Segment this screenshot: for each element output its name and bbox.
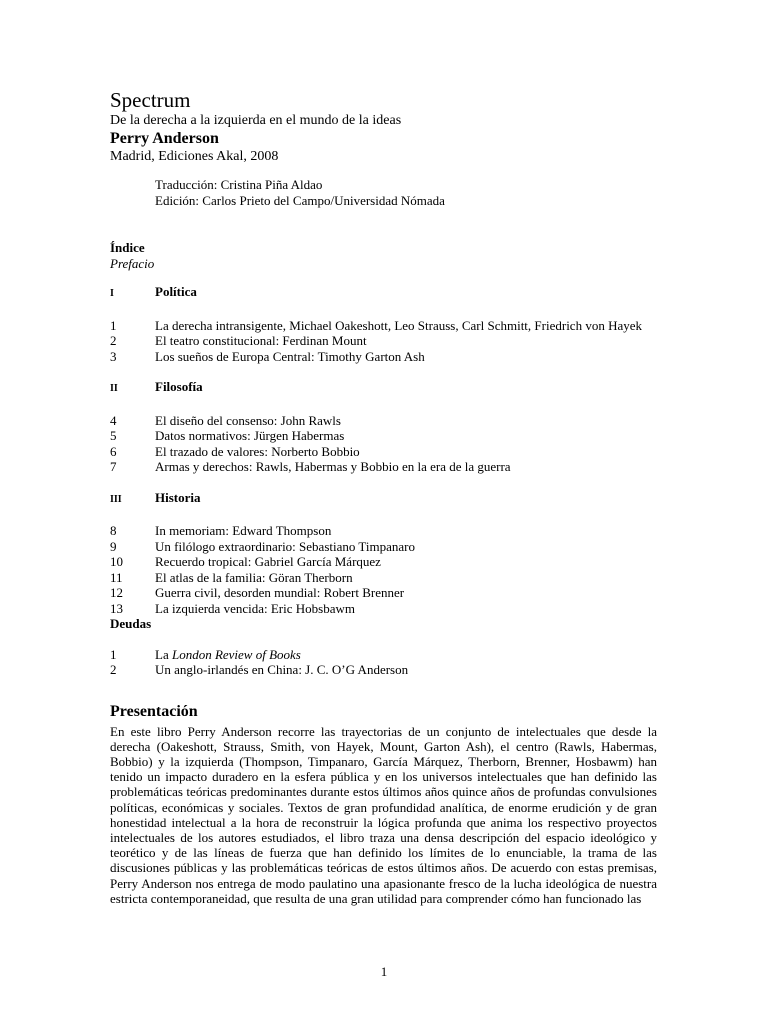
chapter-number: 10: [110, 554, 123, 569]
chapter-title: El trazado de valores: Norberto Bobbio: [155, 443, 360, 459]
chapter-entry: [110, 585, 657, 601]
chapter-title: La derecha intransigente, Michael Oakeshott, Leo Strauss, Carl Schmitt, Friedrich von Hayek: [155, 317, 642, 333]
chapter-title: Datos normativos: Jürgen Habermas: [155, 428, 345, 443]
book-author: Perry Anderson: [110, 130, 219, 147]
part-label: Filosofía: [155, 379, 203, 394]
chapter-title: Los sueños de Europa Central: Timothy Garton Ash: [155, 348, 425, 364]
chapter-number: 13: [110, 600, 123, 616]
chapter-title: Guerra civil, desorden mundial: Robert Brenner: [155, 585, 405, 600]
chapter-entry: [110, 349, 657, 365]
chapter-number: 4: [110, 412, 117, 428]
part-roman: I: [110, 288, 114, 299]
presentation-heading: Presentación: [110, 702, 198, 720]
publication-info: Madrid, Ediciones Akal, 2008: [110, 149, 279, 164]
chapter-number: 2: [110, 333, 117, 348]
page-number: 1: [380, 964, 388, 979]
presentation-body: En este libro Perry Anderson recorre las trayectorias de un conjunto de intelectuales que desde la derecha (Oakeshott, Strauss, Smith, von Hayek, Mount, Garton Ash), el centro (Rawls, Habermas, Bobbio) y la izquierda (Thompson, Timpanaro, García Márquez, Therborn, Brenner, Hosbawm) han tenido un impacto duradero en la esfera pública y en los universos intelectuales que han definido las problemáticas teóricas predominantes durante estos últimos años quince años de profundas convulsiones políticas, económicas y sociales. Textos de gran profundidad analítica, de enorme erudición y de gran honestidad intelectual a la hora de reconstruir la lógica profunda que anima los respectivo proyectos intelectuales de los autores estudiados, el libro traza una densa descripción del espacio ideológico y teorético y de las líneas de fuerza que han definido los límites de lo enunciable, la trama de las discusiones públicas y las problemáticas teóricas de estos últimos años. De acuerdo con estas premisas, Perry Anderson nos entrega de modo paulatino una apasionante fresco de la lucha ideológica de nuestra estricta contemporaneidad, que resulta de una gran utilidad para comprender cómo han funcionado las: [110, 723, 657, 906]
index-title: Índice: [110, 240, 145, 255]
chapter-number: 8: [110, 523, 117, 538]
chapter-entry: [110, 428, 657, 444]
chapter-number: 2: [110, 662, 117, 677]
chapter-entry: [110, 523, 657, 539]
chapter-entry: [110, 662, 657, 678]
chapter-entry: [110, 459, 657, 475]
chapter-number: 9: [110, 538, 117, 554]
part-label: Historia: [155, 489, 201, 505]
chapter-entry: [110, 333, 657, 349]
chapter-entry: [110, 647, 657, 663]
part-heading: [110, 490, 657, 508]
chapter-entry: [110, 554, 657, 570]
chapter-number: 1: [110, 646, 117, 662]
part-label: Política: [155, 284, 197, 299]
chapter-entry: [110, 539, 657, 555]
chapter-entry: [110, 413, 657, 429]
chapter-title: Un filólogo extraordinario: Sebastiano Timpanaro: [155, 538, 415, 554]
part-roman: II: [110, 383, 118, 394]
chapter-title: Recuerdo tropical: Gabriel García Márquez: [155, 554, 381, 569]
chapter-number: 1: [110, 317, 117, 333]
chapter-entry: [110, 570, 657, 586]
chapter-number: 3: [110, 348, 117, 364]
part-roman: III: [110, 493, 122, 505]
chapter-title: El teatro constitucional: Ferdinan Mount: [155, 333, 367, 348]
chapter-title: [155, 647, 657, 663]
chapter-title: El diseño del consenso: John Rawls: [155, 412, 341, 428]
credits: [155, 177, 657, 209]
book-subtitle: De la derecha a la izquierda en el mundo de la ideas: [110, 113, 402, 128]
chapter-number: 12: [110, 585, 123, 600]
chapter-number: 6: [110, 443, 117, 459]
document-page: [110, 88, 657, 906]
chapter-entry: [110, 444, 657, 460]
chapter-title: El atlas de la familia: Göran Therborn: [155, 569, 353, 585]
chapter-entry: [110, 318, 657, 334]
chapter-title: In memoriam: Edward Thompson: [155, 523, 332, 538]
translation-credit: Traducción: Cristina Piña Aldao: [155, 177, 323, 192]
chapter-title-prefix: La: [155, 646, 172, 662]
preface-entry: Prefacio: [110, 255, 155, 271]
chapter-title: La izquierda vencida: Eric Hobsbawm: [155, 600, 355, 616]
chapter-number: 11: [110, 569, 123, 585]
chapter-title: Un anglo-irlandés en China: J. C. O’G Anderson: [155, 662, 409, 677]
chapter-title: Armas y derechos: Rawls, Habermas y Bobbio en la era de la guerra: [155, 459, 511, 474]
debts-heading: Deudas: [110, 616, 152, 631]
edition-credit: Edición: Carlos Prieto del Campo/Universidad Nómada: [155, 193, 445, 208]
chapter-entry: [110, 601, 657, 617]
part-heading: [110, 379, 657, 397]
chapter-title-italic: London Review of Books: [171, 646, 301, 662]
chapter-number: 7: [110, 459, 117, 474]
part-heading: [110, 284, 657, 302]
chapter-number: 5: [110, 428, 117, 443]
book-title: Spectrum: [110, 88, 191, 112]
